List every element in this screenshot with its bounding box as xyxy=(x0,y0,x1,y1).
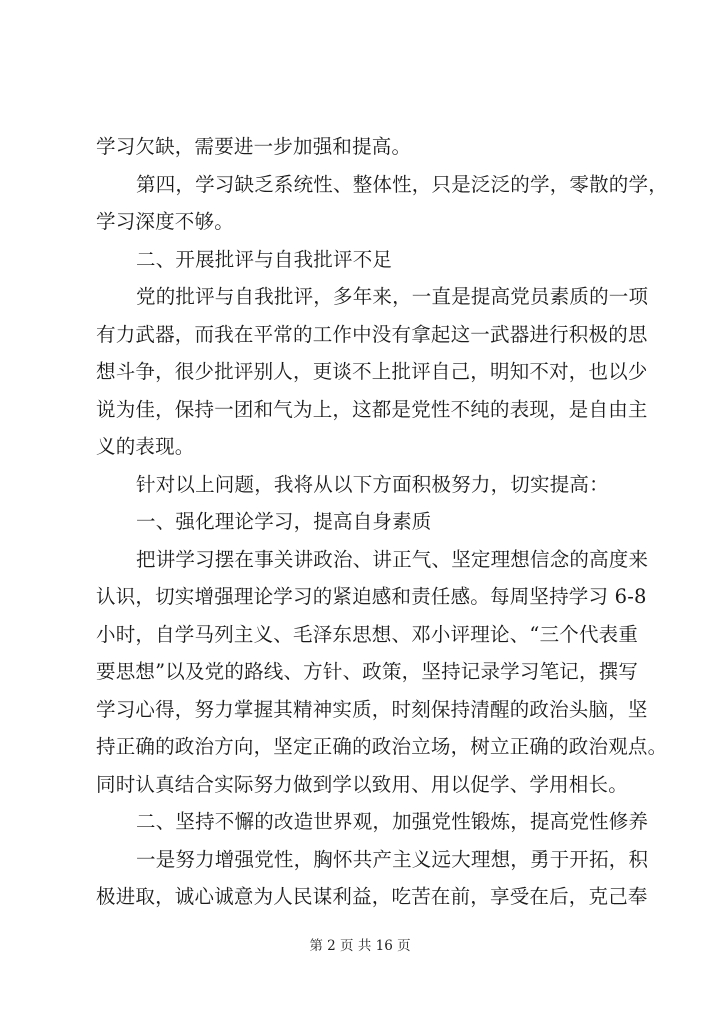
text-line: 学习欠缺，需要进一步加强和提高。 xyxy=(96,135,412,158)
text-line: 有力武器，而我在平常的工作中没有拿起这一武器进行积极的思 xyxy=(96,322,648,346)
text-line: 说为佳，保持一团和气为上，这都是党性不纯的表现，是自由主 xyxy=(96,397,648,421)
page-number: 第 2 页 共 16 页 xyxy=(309,938,411,954)
text-line: 要思想”以及党的路线、方针、政策，坚持记录学习笔记，撰写 xyxy=(96,660,639,683)
text-line: 学习深度不够。 xyxy=(96,210,234,233)
text-line: 学习心得，努力掌握其精神实质，时刻保持清醒的政治头脑，坚 xyxy=(96,697,648,721)
text-line: 把讲学习摆在事关讲政治、讲正气、坚定理想信念的高度来 xyxy=(136,547,649,571)
text-line: 针对以上问题，我将从以下方面积极努力，切实提高： xyxy=(136,472,609,496)
text-line: 极进取，诚心诚意为人民谋利益，吃苦在前，享受在后，克己奉 xyxy=(96,885,648,908)
section-heading: 二、坚持不懈的改造世界观，加强党性锻炼，提高党性修养 xyxy=(136,810,649,833)
body-text xyxy=(96,128,668,916)
text-line: 党的批评与自我批评，多年来，一直是提高党员素质的一项 xyxy=(136,285,649,308)
page-footer xyxy=(0,936,720,956)
text-line: 义的表现。 xyxy=(96,435,195,458)
section-heading: 二、开展批评与自我批评不足 xyxy=(136,247,393,271)
text-line: 第四，学习缺乏系统性、整体性，只是泛泛的学，零散的学， xyxy=(136,172,668,196)
text-line: 持正确的政治方向，坚定正确的政治立场，树立正确的政治观点。 xyxy=(96,735,668,758)
section-heading: 一、强化理论学习，提高自身素质 xyxy=(136,510,432,533)
text-line: 认识，切实增强理论学习的紧迫感和责任感。每周坚持学习 6-8 xyxy=(96,585,647,608)
text-line: 一是努力增强党性，胸怀共产主义远大理想，勇于开拓，积 xyxy=(136,847,649,871)
text-line: 同时认真结合实际努力做到学以致用、用以促学、学用相长。 xyxy=(96,772,628,796)
text-line: 想斗争，很少批评别人，更谈不上批评自己，明知不对，也以少 xyxy=(96,360,648,383)
text-line: 小时，自学马列主义、毛泽东思想、邓小评理论、“三个代表重 xyxy=(96,622,639,646)
